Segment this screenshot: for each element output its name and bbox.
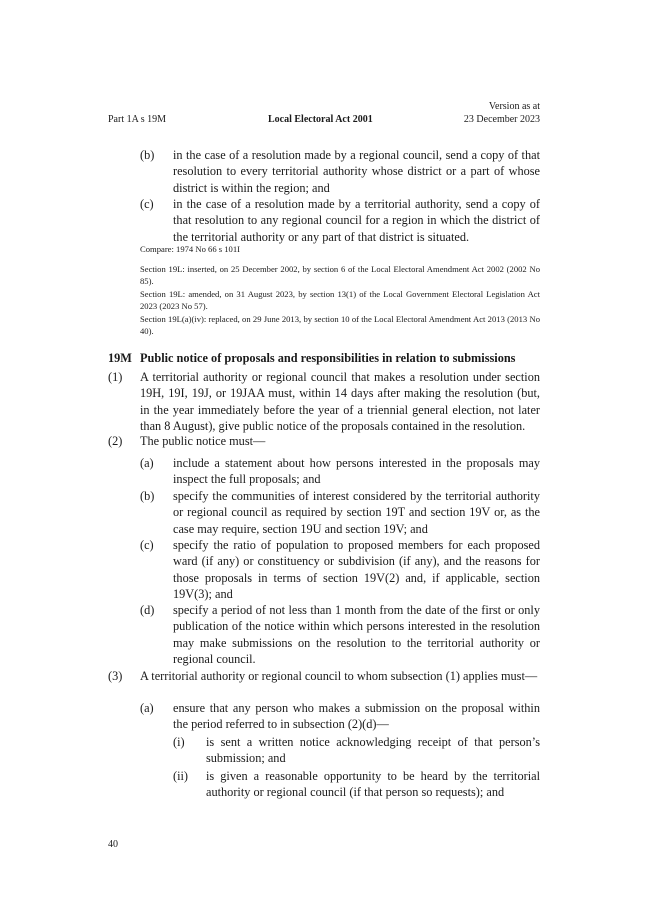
history-note: Section 19L: amended, on 31 August 2023, by section 13(1) of the Local Government Electoral Legislation Act 2023 (2023 No 57). [140, 289, 540, 311]
paragraph-label: (d) [140, 603, 155, 617]
subparagraph-text: is given a reasonable opportunity to be heard by the territorial authority or regional council (if that person so requests); and [206, 769, 540, 800]
subsection-label: (2) [108, 434, 123, 448]
paragraph-label: (b) [140, 489, 155, 503]
version-date: 23 December 2023 [463, 114, 540, 125]
paragraph-label: (c) [140, 197, 154, 211]
paragraph-text: ensure that any person who makes a submission on the proposal within the period referred to in subsection (2)(d)— [173, 701, 540, 732]
section-title: Public notice of proposals and responsibilities in relation to submissions [140, 351, 516, 365]
subsection-text: A territorial authority or regional council to whom subsection (1) applies must— [140, 669, 538, 683]
subsection-label: (1) [108, 370, 123, 384]
header-act-title: Local Electoral Act 2001 [268, 114, 373, 125]
header-part-reference: Part 1A s 19M [108, 114, 167, 125]
section-number: 19M [108, 351, 132, 365]
paragraph-text: in the case of a resolution made by a territorial authority, send a copy of that resolution to any regional council for a region in which the district of the territorial authority or any part of that district is situated. [173, 197, 540, 244]
subparagraph-label: (ii) [173, 769, 189, 783]
paragraph-text: specify the communities of interest considered by the territorial authority or regional council as required by section 19T and section 19V or, as the case may require, section 19U and section 19V; and [173, 489, 540, 536]
paragraph-text: specify the ratio of population to proposed members for each proposed ward (if any) or constituency or subdivision (if any), and the reasons for those proposals in terms of section 19V(2) and, if applicable, section 19V(3); and [173, 538, 540, 601]
paragraph-label: (a) [140, 456, 154, 470]
paragraph-text: specify a period of not less than 1 month from the date of the first or only publication of the notice within which persons interested in the resolution may make submissions on the resolution to the territorial authority or regional council. [173, 603, 540, 666]
version-label: Version as at [488, 101, 540, 112]
subsection-text: A territorial authority or regional council that makes a resolution under section 19H, 19I, 19J, or 19JAA must, within 14 days after making the resolution (but, in the year immediately before the year of a triennial general election, not later than 8 August), give public notice of the proposals contained in the resolution. [140, 370, 540, 433]
subsection-text: The public notice must— [140, 434, 266, 448]
paragraph-text: in the case of a resolution made by a regional council, send a copy of that resolution to every territorial authority whose district or a part of whose district is within the region; and [173, 148, 540, 195]
history-note: Section 19L(a)(iv): replaced, on 29 June 2013, by section 10 of the Local Electoral Amendment Act 2013 (2013 No 40). [140, 314, 540, 336]
subsection-label: (3) [108, 669, 123, 683]
paragraph-label: (b) [140, 148, 155, 162]
history-note: Section 19L: inserted, on 25 December 2002, by section 6 of the Local Electoral Amendment Act 2002 (2002 No 85). [140, 264, 540, 286]
paragraph-text: include a statement about how persons interested in the proposals may inspect the full proposals; and [173, 456, 540, 487]
paragraph-label: (a) [140, 701, 154, 715]
subparagraph-text: is sent a written notice acknowledging receipt of that person’s submission; and [206, 735, 540, 766]
paragraph-label: (c) [140, 538, 154, 552]
compare-note: Compare: 1974 No 66 s 101I [140, 244, 241, 254]
page-number: 40 [108, 839, 118, 850]
subparagraph-label: (i) [173, 735, 185, 749]
